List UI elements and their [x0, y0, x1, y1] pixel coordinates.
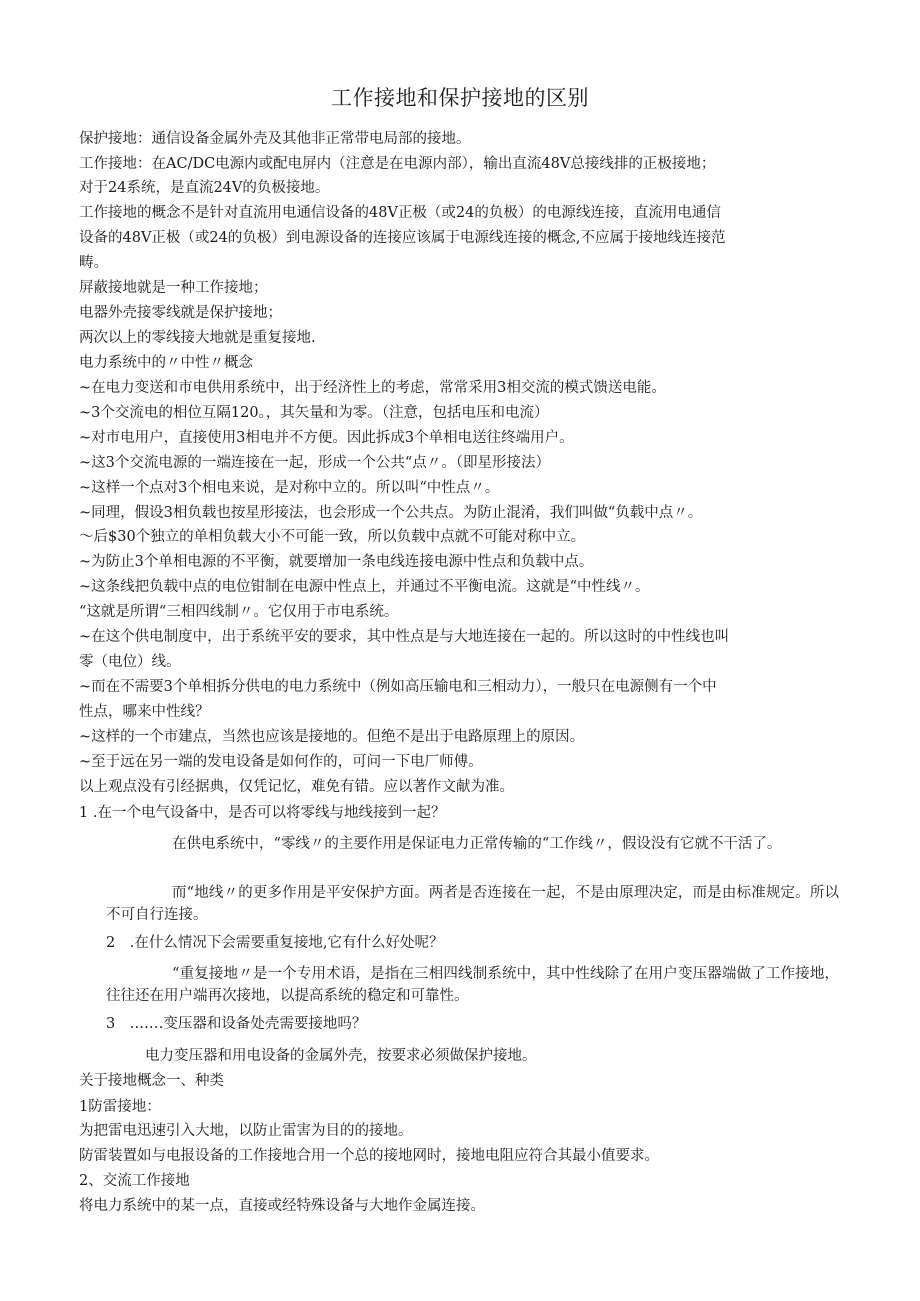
answer-paragraph: 而“地线〃的更多作用是平安保护方面。两者是否连接在一起，不是由原理决定，而是由标准规定。所以不可自行连接。	[106, 885, 839, 923]
text-line: ~至于远在另一端的发电设备是如何作的，可问一下电厂师傅。	[79, 754, 483, 770]
section-heading: 1防雷接地：	[79, 1099, 161, 1115]
section-heading: 关于接地概念一、种类	[79, 1073, 224, 1089]
text-line: 为把雷电迅速引入大地，以防止雷害为目的的接地。	[79, 1123, 413, 1139]
text-line: ~这样一个点对3个相电来说，是对称中立的。所以叫“中性点〃。	[79, 480, 500, 496]
text-line: 性点，哪来中性线？	[79, 704, 210, 720]
text-line: 电器外壳接零线就是保护接地；	[79, 305, 282, 321]
text-line: 屏蔽接地就是一种工作接地；	[79, 280, 268, 296]
text-line: 设备的48V正极（或24的负极）到电源设备的连接应该属于电源线连接的概念,不应属于接地线连接范	[79, 230, 726, 246]
text-line: 两次以上的零线接大地就是重复接地.	[79, 330, 316, 346]
text-line: ~这样的一个市建点，当然也应该是接地的。但绝不是出于电路原理上的原因。	[79, 729, 585, 745]
text-line: 对于24系统，是直流24V的负极接地。	[79, 180, 330, 196]
text-line: 保护接地：通信设备金属外壳及其他非正常带电局部的接地。	[79, 131, 471, 147]
question-heading: 2 .在什么情况下会需要重复接地,它有什么好处呢？	[106, 935, 444, 951]
text-line: 以上观点没有引经据典，仅凭记忆，难免有错。应以著作文献为准。	[79, 779, 514, 795]
answer-paragraph: 在供电系统中，“零线〃的主要作用是保证电力正常传输的“工作线〃，假设没有它就不干活了。	[172, 836, 782, 852]
page-title: 工作接地和保护接地的区别	[331, 86, 589, 110]
text-line: ~3个交流电的相位互隔120。，其矢量和为零。（注意，包括电压和电流）	[79, 405, 549, 421]
section-heading: 电力系统中的〃中性〃概念	[79, 355, 253, 371]
text-line: 将电力系统中的某一点，直接或经特殊设备与大地作金属连接。	[79, 1198, 485, 1214]
text-line: 畴。	[79, 255, 108, 271]
text-line: ~这3个交流电源的一端连接在一起，形成一个公共“点〃。（即星形接法）	[79, 455, 551, 471]
text-line: ~为防止3个单相电源的不平衡，就要增加一条电线连接电源中性点和负载中点。	[79, 554, 594, 570]
answer-paragraph: “重复接地〃是一个专用术语，是指在三相四线制系统中，其中性线除了在用户变压器端做了工作接地，往往还在用户端再次接地，以提高系统的稳定和可靠性。	[106, 966, 839, 1004]
text-line: ~在电力变送和市电供用系统中，出于经济性上的考虑，常常采用3相交流的模式馈送电能。	[79, 380, 666, 396]
section-heading: 2、交流工作接地	[79, 1173, 190, 1189]
text-line: “这就是所谓“三相四线制〃。它仅用于市电系统。	[79, 604, 399, 620]
text-line: 零（电位）线。	[79, 654, 181, 670]
text-line: ~对市电用户，直接使用3相电并不方便。因此拆成3个单相电送往终端用户。	[79, 430, 574, 446]
text-line: 防雷装置如与电报设备的工作接地合用一个总的接地网时，接地电阻应符合其最小值要求。	[79, 1148, 659, 1164]
text-line: ~这条线把负载中点的电位钳制在电源中性点上，并通过不平衡电流。这就是“中性线〃。	[79, 579, 650, 595]
text-line: 工作接地的概念不是针对直流用电通信设备的48V正极（或24的负极）的电源线连接，直流用电通信	[79, 205, 721, 221]
question-heading: 3 .……变压器和设备处壳需要接地吗？	[106, 1016, 367, 1032]
text-line: ~在这个供电制度中，出于系统平安的要求，其中性点是与大地连接在一起的。所以这时的中性线也叫	[79, 629, 730, 645]
text-line: 工作接地：在AC/DC电源内或配电屏内（注意是在电源内部），输出直流48V总接线排的正极接地；	[79, 156, 716, 172]
text-line: ~同理，假设3相负载也按星形接法，也会形成一个公共点。为防止混淆，我们叫做“负载中点〃。	[79, 505, 703, 521]
text-line: 〜后$30个独立的单相负载大小不可能一致，所以负载中点就不可能对称中立。	[79, 529, 586, 545]
answer-paragraph: 电力变压器和用电设备的金属外壳，按要求必须做保护接地。	[145, 1048, 537, 1064]
question-heading: 1 .在一个电气设备中，是否可以将零线与地线接到一起？	[79, 805, 446, 821]
text-line: ~而在不需要3个单相拆分供电的电力系统中（例如高压输电和三相动力），一般只在电源侧有一个中	[79, 679, 717, 695]
